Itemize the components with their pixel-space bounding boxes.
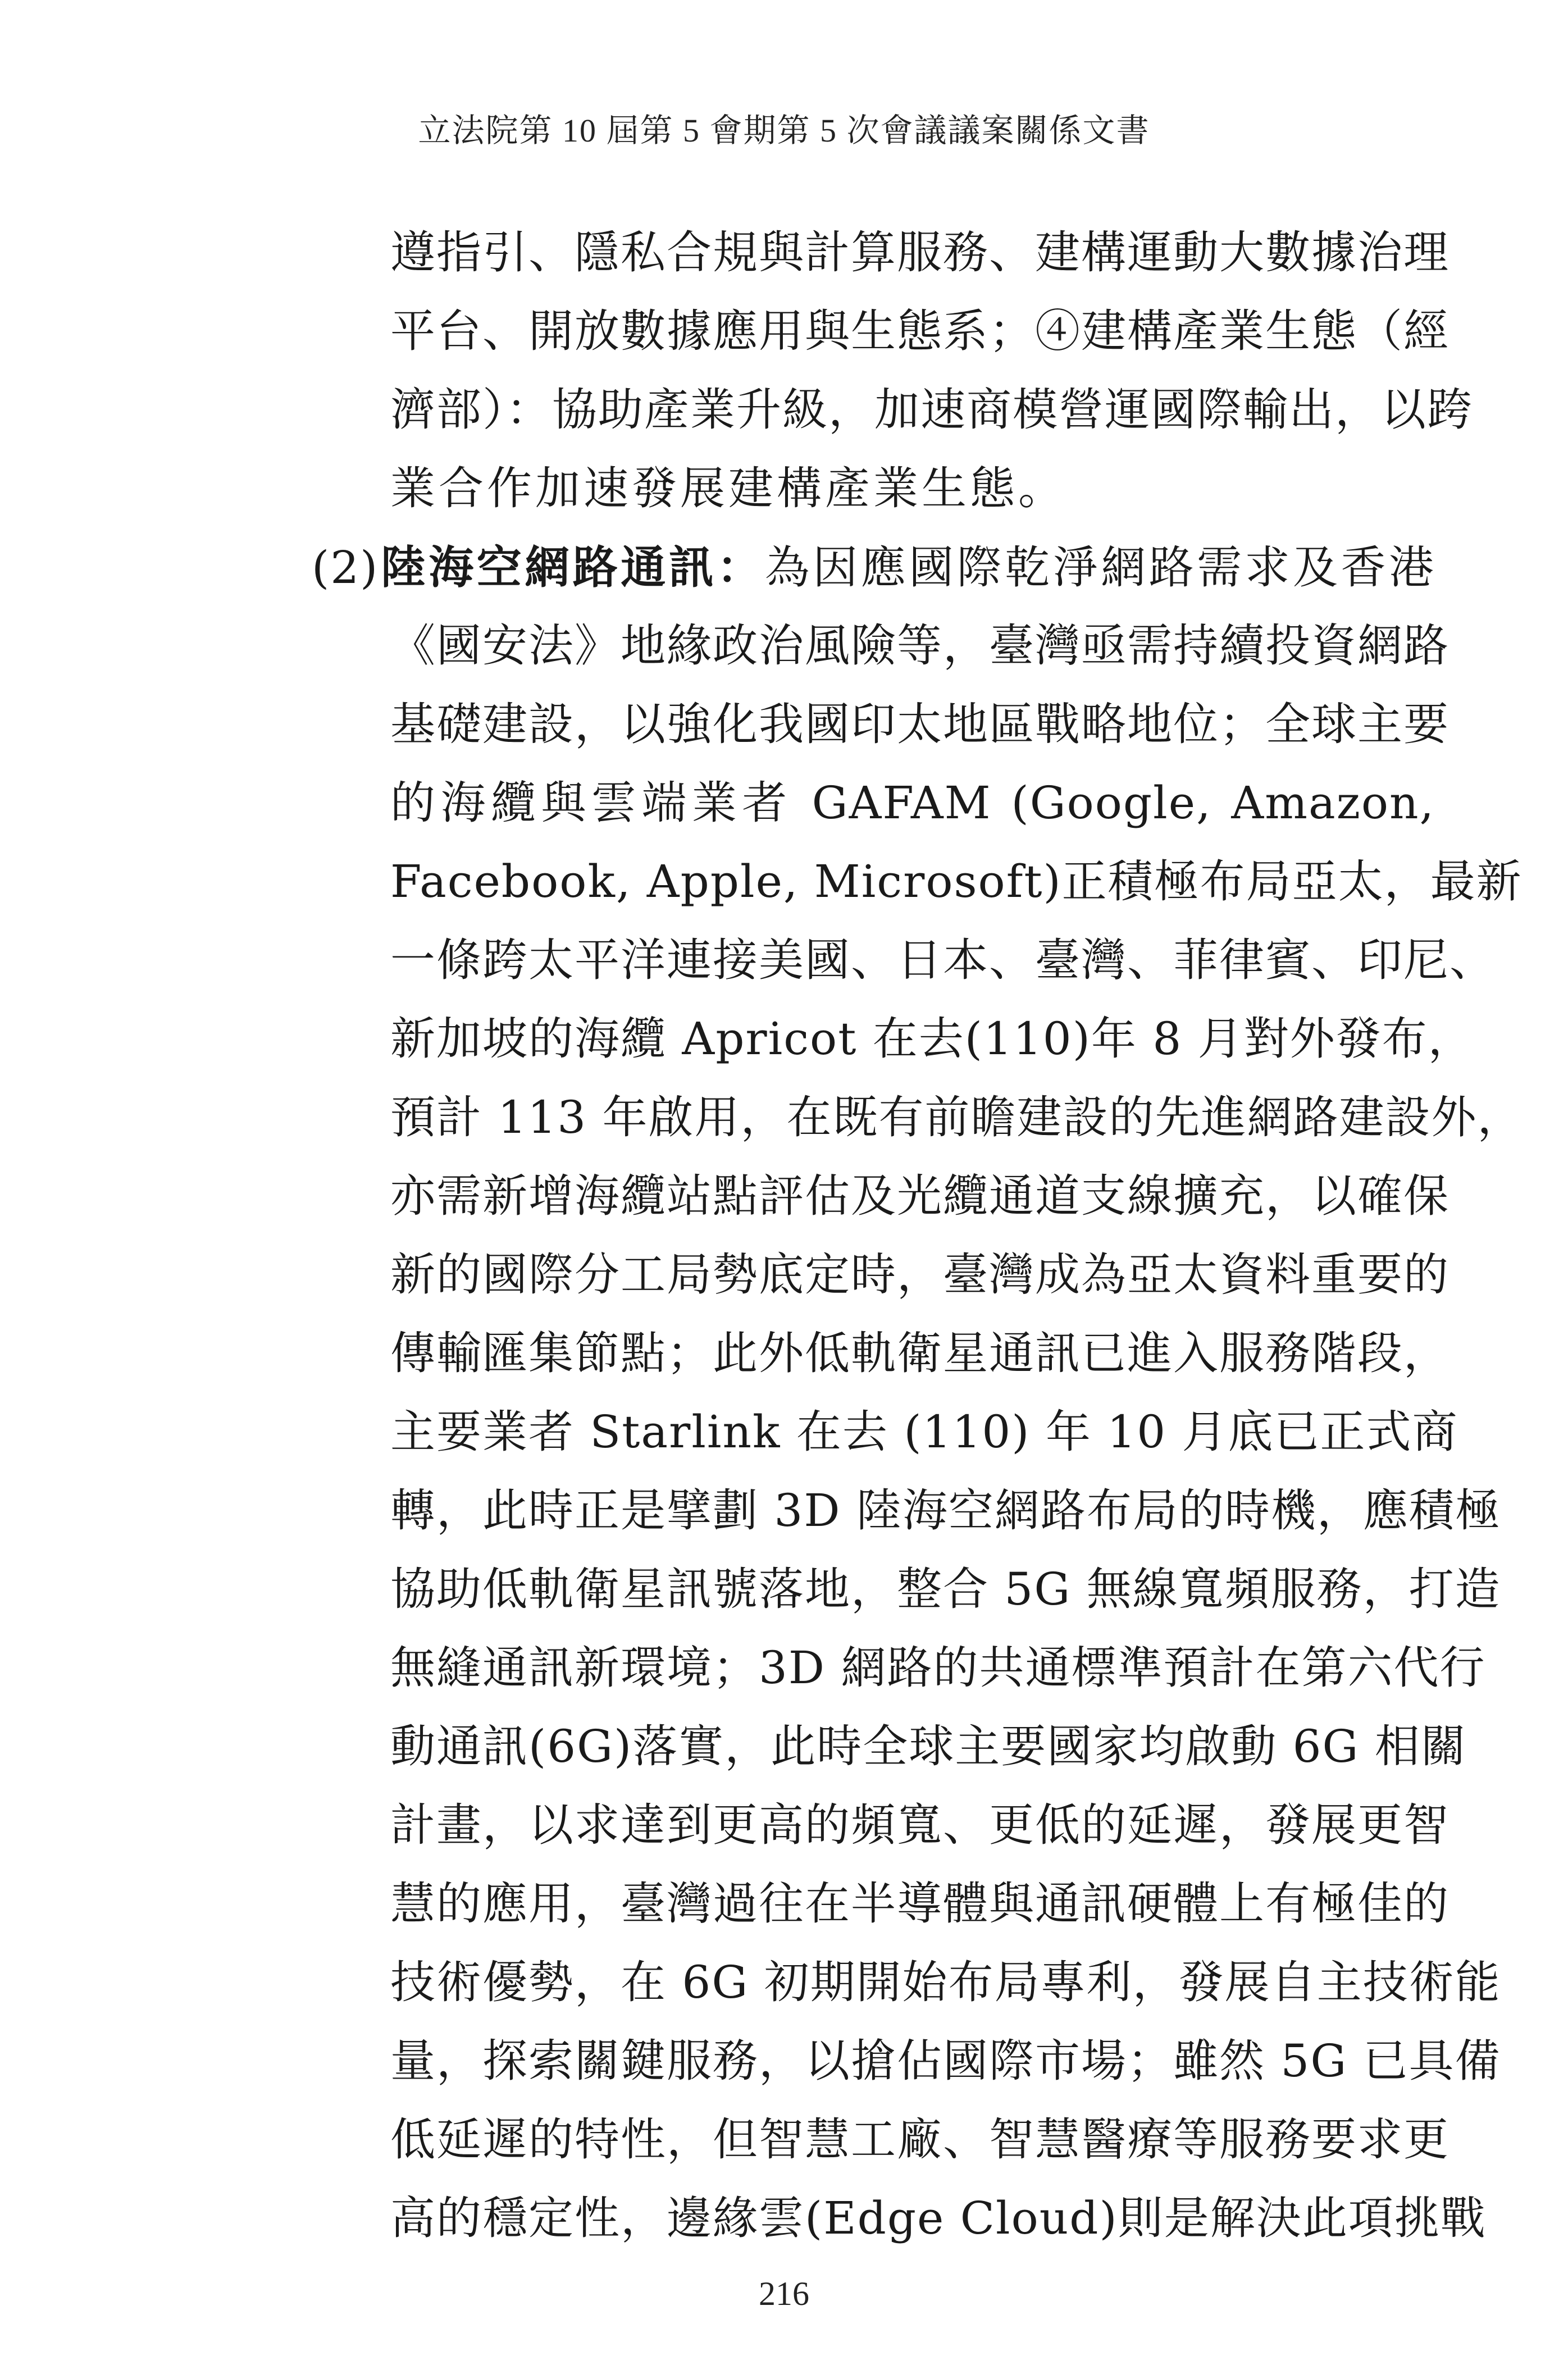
body-line: 業合作加速發展建構產業生態。 <box>390 462 1066 514</box>
body-line: 基礎建設，以強化我國印太地區戰略地位；全球主要 <box>390 698 1450 750</box>
item-title: 陸海空網路通訊： <box>379 541 765 594</box>
body-line: 計畫，以求達到更高的頻寬、更低的延遲，發展更智 <box>390 1799 1450 1851</box>
body-line: 轉，此時正是擘劃 3D 陸海空網路布局的時機，應積極 <box>390 1484 1501 1537</box>
body-line: 亦需新增海纜站點評估及光纜通道支線擴充，以確保 <box>390 1170 1450 1222</box>
item-2-heading-line <box>312 534 1435 601</box>
body-line: Facebook, Apple, Microsoft)正積極布局亞太，最新 <box>390 855 1523 908</box>
body-line: 一條跨太平洋連接美國、日本、臺灣、菲律賓、印尼、 <box>390 934 1496 986</box>
body-line: 的海纜與雲端業者 GAFAM (Google, Amazon, <box>390 777 1435 829</box>
body-line: 新的國際分工局勢底定時，臺灣成為亞太資料重要的 <box>390 1248 1450 1301</box>
document-header: 立法院第 10 屆第 5 會期第 5 次會議議案關係文書 <box>418 112 1150 149</box>
body-line: 新加坡的海纜 Apricot 在去(110)年 8 月對外發布， <box>390 1013 1474 1065</box>
item-number: (2) <box>312 541 379 594</box>
body-line: 慧的應用，臺灣過往在半導體與通訊硬體上有極佳的 <box>390 1878 1450 1930</box>
body-line: 高的穩定性，邊緣雲(Edge Cloud)則是解決此項挑戰 <box>390 2192 1487 2244</box>
item-first-line-rest: 為因應國際乾淨網路需求及香港 <box>764 541 1435 594</box>
body-line: 主要業者 Starlink 在去 (110) 年 10 月底已正式商 <box>390 1406 1458 1458</box>
body-line: 預計 113 年啟用，在既有前瞻建設的先進網路建設外， <box>390 1091 1524 1143</box>
body-line: 濟部）：協助產業升級，加速商模營運國際輸出，以跨 <box>390 384 1473 436</box>
body-line: 動通訊(6G)落實，此時全球主要國家均啟動 6G 相關 <box>390 1720 1467 1772</box>
body-line: 遵指引、隱私合規與計算服務、建構運動大數據治理 <box>390 226 1450 279</box>
body-line: 量，探索關鍵服務，以搶佔國際市場；雖然 5G 已具備 <box>390 2035 1501 2087</box>
body-line: 《國安法》地緣政治風險等，臺灣亟需持續投資網路 <box>390 619 1450 672</box>
body-line: 平台、開放數據應用與生態系；④建構產業生態（經 <box>390 305 1450 357</box>
body-line: 技術優勢，在 6G 初期開始布局專利，發展自主技術能 <box>390 1956 1501 2008</box>
page-number: 216 <box>759 2275 809 2312</box>
body-line: 無縫通訊新環境；3D 網路的共通標準預計在第六代行 <box>390 1642 1486 1694</box>
body-line: 協助低軌衛星訊號落地，整合 5G 無線寬頻服務，打造 <box>390 1563 1501 1615</box>
body-line: 傳輸匯集節點；此外低軌衛星通訊已進入服務階段， <box>390 1327 1450 1379</box>
body-line: 低延遲的特性，但智慧工廠、智慧醫療等服務要求更 <box>390 2113 1450 2166</box>
